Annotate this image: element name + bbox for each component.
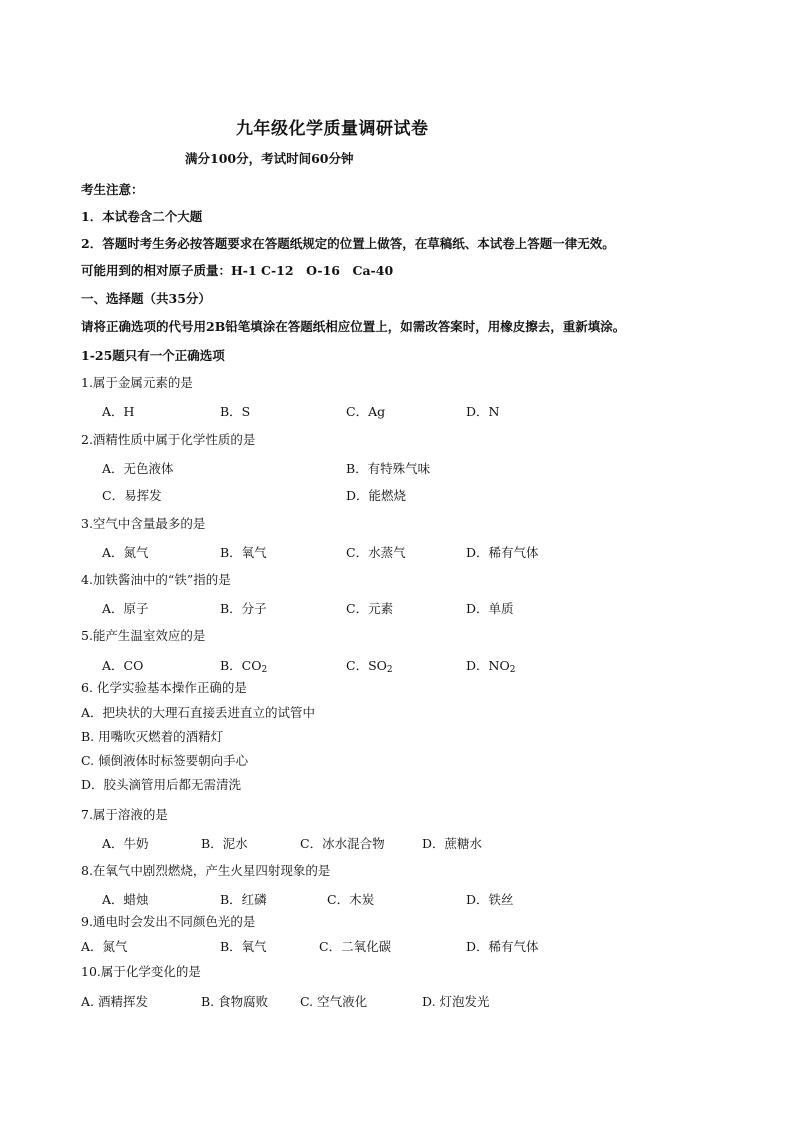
- option-d: D．蔗糖水: [422, 836, 483, 851]
- subscript: 2: [261, 665, 268, 675]
- option-a: A．牛奶: [102, 836, 149, 851]
- option-a: A．H: [102, 404, 135, 419]
- option-c: C. 空气液化: [300, 994, 368, 1009]
- option-d: D．N: [466, 404, 500, 419]
- section-heading: 一、选择题（共35分）: [81, 291, 211, 306]
- option-b: B．氧气: [220, 939, 267, 954]
- subscript: 2: [386, 665, 393, 675]
- question-stem: 5.能产生温室效应的是: [81, 628, 206, 643]
- question-stem: 6. 化学实验基本操作正确的是: [81, 680, 247, 695]
- page-title: 九年级化学质量调研试卷: [236, 119, 429, 139]
- option-c: C．Ag: [346, 404, 386, 419]
- option-c: C．易挥发: [102, 488, 162, 503]
- option-d: D．能燃烧: [346, 488, 407, 503]
- question-stem: 10.属于化学变化的是: [81, 964, 201, 979]
- option-c: C．木炭: [327, 892, 375, 907]
- notice-label: 考生注意：: [81, 182, 144, 197]
- option-d: D．单质: [466, 601, 514, 616]
- option-c: C．冰水混合物: [300, 836, 385, 851]
- option-b: B. 用嘴吹灭燃着的酒精灯: [81, 729, 224, 744]
- atomic-mass-note: 可能用到的相对原子质量：H-1 C-12 O-16 Ca-40: [81, 263, 394, 278]
- option-a: A．蜡烛: [102, 892, 149, 907]
- option-b: B．红磷: [220, 892, 267, 907]
- option-b: B．分子: [220, 601, 267, 616]
- option-b: B．S: [220, 404, 251, 419]
- option-b: B．$CO_2$: [220, 658, 268, 675]
- option-d: D．铁丝: [466, 892, 514, 907]
- option-c: C．元素: [346, 601, 394, 616]
- option-d: D．胶头滴管用后都无需清洗: [81, 777, 242, 792]
- notice-item-2: 2．答题时考生务必按答题要求在答题纸规定的位置上做答，在草稿纸、本试卷上答题一律无效。: [81, 236, 615, 251]
- question-stem: 1.属于金属元素的是: [81, 375, 193, 390]
- option-b: B. 食物腐败: [201, 994, 269, 1009]
- subscript: 2: [509, 665, 516, 675]
- section-instruction: 请将正确选项的代号用2B铅笔填涂在答题纸相应位置上，如需改答案时，用橡皮擦去，重新填涂。: [81, 319, 626, 334]
- option-a: A．CO: [102, 658, 144, 673]
- question-stem: 9.通电时会发出不同颜色光的是: [81, 914, 256, 929]
- exam-info: 满分100分，考试时间60分钟: [185, 151, 354, 166]
- question-stem: 4.加铁酱油中的“铁”指的是: [81, 572, 231, 587]
- option-a: A．氮气: [81, 939, 128, 954]
- option-c: C．$SO_2$: [346, 658, 393, 675]
- option-a: A．把块状的大理石直接丢进直立的试管中: [81, 705, 316, 720]
- option-a: A．氮气: [102, 545, 149, 560]
- option-d: D. 灯泡发光: [422, 994, 490, 1009]
- question-stem: 2.酒精性质中属于化学性质的是: [81, 432, 256, 447]
- option-b: B．泥水: [201, 836, 248, 851]
- option-c: C. 倾倒液体时标签要朝向手心: [81, 753, 249, 768]
- option-d: D．稀有气体: [466, 545, 539, 560]
- option-a: A. 酒精挥发: [81, 994, 148, 1009]
- option-d: D．$NO_2$: [466, 658, 516, 675]
- option-d: D．稀有气体: [466, 939, 539, 954]
- section-range: 1-25题只有一个正确选项: [81, 348, 225, 363]
- question-stem: 7.属于溶液的是: [81, 807, 168, 822]
- option-c: C．水蒸气: [346, 545, 406, 560]
- question-stem: 8.在氧气中剧烈燃烧，产生火星四射现象的是: [81, 863, 331, 878]
- option-a: A．原子: [102, 601, 149, 616]
- notice-item-1: 1．本试卷含二个大题: [81, 209, 203, 224]
- question-stem: 3.空气中含量最多的是: [81, 516, 206, 531]
- option-b: B．有特殊气味: [346, 461, 431, 476]
- option-b: B．氧气: [220, 545, 267, 560]
- option-c: C．二氧化碳: [319, 939, 392, 954]
- option-a: A．无色液体: [102, 461, 174, 476]
